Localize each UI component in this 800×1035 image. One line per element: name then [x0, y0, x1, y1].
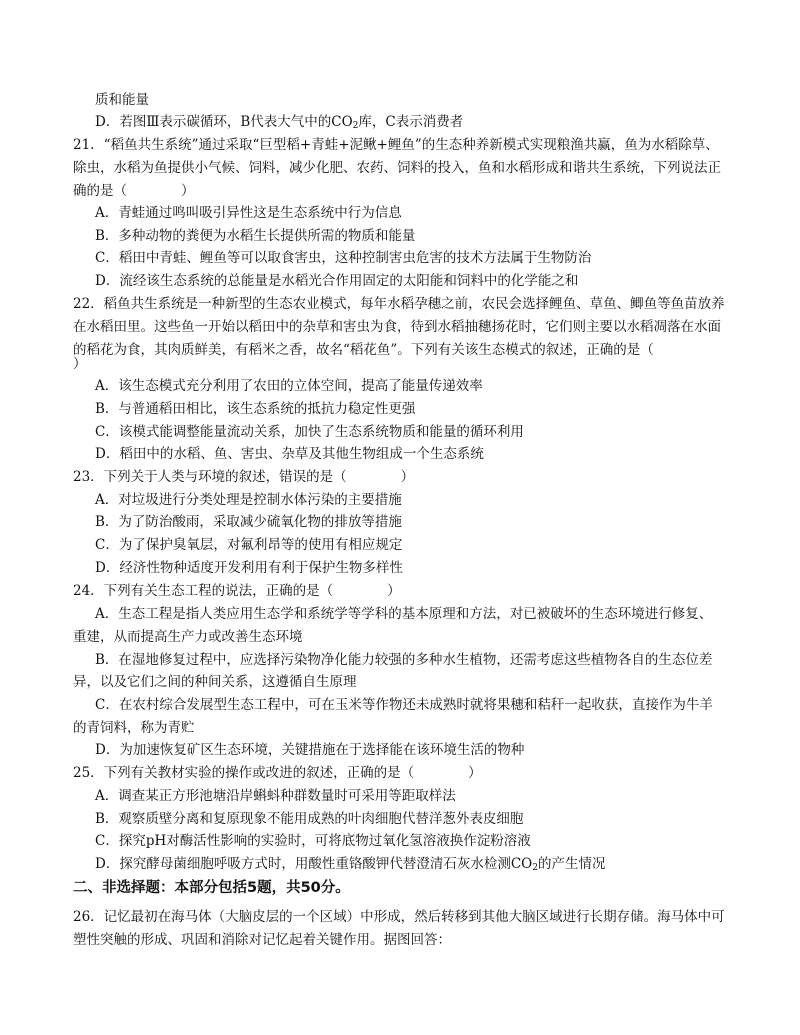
- option-line: 质和能量: [95, 92, 149, 108]
- section-heading: 二、非选择题：本部分包括5题，共50分。: [73, 880, 350, 896]
- option-line: D．探究酵母菌细胞呼吸方式时，用酸性重铬酸钾代替澄清石灰水检测$CO_2$的产生情况: [95, 856, 606, 873]
- question-line: 22．稻鱼共生系统是一种新型的生态农业模式，每年水稻孕穗之前，农民会选择鲤鱼、草鱼、鲫鱼等鱼苗放养: [73, 296, 725, 312]
- question-line: 塑性突触的形成、巩固和消除对记忆起着关键作用。据图回答：: [73, 932, 451, 948]
- option-line: B．在湿地修复过程中，应选择污染物净化能力较强的多种水生植物，还需考虑这些植物各自的生态位差: [95, 652, 713, 668]
- option-line: D．经济性物种适度开发利用有利于保护生物多样性: [95, 560, 403, 576]
- option-line: D．为加速恢复矿区生态环境，关键措施在于选择能在该环境生活的物种: [95, 742, 525, 758]
- option-line: B．为了防治酸雨，采取减少硫氧化物的排放等措施: [95, 514, 402, 530]
- option-line: C．在农村综合发展型生态工程中，可在玉米等作物还未成熟时就将果穗和秸秆一起收获，直接作为牛羊: [95, 697, 713, 713]
- option-line: C．探究pH对酶活性影响的实验时，可将底物过氧化氢溶液换作淀粉溶液: [95, 833, 531, 849]
- question-line: ）: [73, 356, 87, 372]
- question-line: 的稻花为食，其肉质鲜美，有稻米之香，故名“稻花鱼”。下列有关该生态模式的叙述，正确的是（: [73, 342, 654, 358]
- option-line: A．调查某正方形池塘沿岸蝌蚪种群数量时可采用等距取样法: [95, 788, 456, 804]
- question-line: 确的是（ ）: [73, 183, 195, 199]
- option-line: C．为了保护臭氧层，对氟利昂等的使用有相应规定: [95, 537, 403, 553]
- option-line: A．青蛙通过鸣叫吸引异性这是生态系统中行为信息: [95, 205, 402, 221]
- question-line: 23．下列关于人类与环境的叙述，错误的是（ ）: [73, 469, 415, 485]
- question-line: 24．下列有关生态工程的说法，正确的是（ ）: [73, 583, 401, 599]
- option-line: D．流经该生态系统的总能量是水稻光合作用固定的太阳能和饲料中的化学能之和: [95, 273, 579, 289]
- option-line: A．生态工程是指人类应用生态学和系统学等学科的基本原理和方法，对已被破坏的生态环境进行修复、: [95, 606, 713, 622]
- question-line: 异，以及它们之间的种间关系，这遵循自生原理: [73, 674, 357, 690]
- question-line: 25．下列有关教材实验的操作或改进的叙述，正确的是（ ）: [73, 765, 482, 781]
- option-line: C．该模式能调整能量流动关系，加快了生态系统物质和能量的循环利用: [95, 424, 524, 440]
- option-line: B．多种动物的粪便为水稻生长提供所需的物质和能量: [95, 228, 416, 244]
- option-line: D．若图Ⅲ表示碳循环，B代表大气中的$CO_2$库，C表示消费者: [95, 114, 464, 131]
- question-line: 除虫，水稻为鱼提供小气候、饲料，减少化肥、农药、饲料的投入，鱼和水稻形成和谐共生系统，下列说法正: [73, 160, 721, 176]
- question-line: 重建，从而提高生产力或改善生态环境: [73, 629, 303, 645]
- option-line: C．稻田中青蛙、鲤鱼等可以取食害虫，这种控制害虫危害的技术方法属于生物防治: [95, 250, 592, 266]
- option-line: A．该生态模式充分利用了农田的立体空间，提高了能量传递效率: [95, 378, 483, 394]
- question-line: 21．“稻鱼共生系统”通过采取“巨型稻+青蛙+泥鳅+鲤鱼”的生态种养新模式实现粮渔共赢，鱼为水稻除草、: [73, 137, 719, 153]
- option-line: B．观察质壁分离和复原现象不能用成熟的叶肉细胞代替洋葱外表皮细胞: [95, 811, 524, 827]
- question-line: 在水稻田里。这些鱼一开始以稻田中的杂草和害虫为食，待到水稻抽穗扬花时，它们则主要以水稻凋落在水面: [73, 319, 721, 335]
- option-line: A．对垃圾进行分类处理是控制水体污染的主要措施: [95, 492, 402, 508]
- option-line: D．稻田中的水稻、鱼、害虫、杂草及其他生物组成一个生态系统: [95, 446, 484, 462]
- question-line: 26．记忆最初在海马体（大脑皮层的一个区域）中形成，然后转移到其他大脑区域进行长期存储。海马体中可: [73, 909, 725, 925]
- question-line: 的青饲料，称为青贮: [73, 720, 195, 736]
- option-line: B．与普通稻田相比，该生态系统的抵抗力稳定性更强: [95, 401, 416, 417]
